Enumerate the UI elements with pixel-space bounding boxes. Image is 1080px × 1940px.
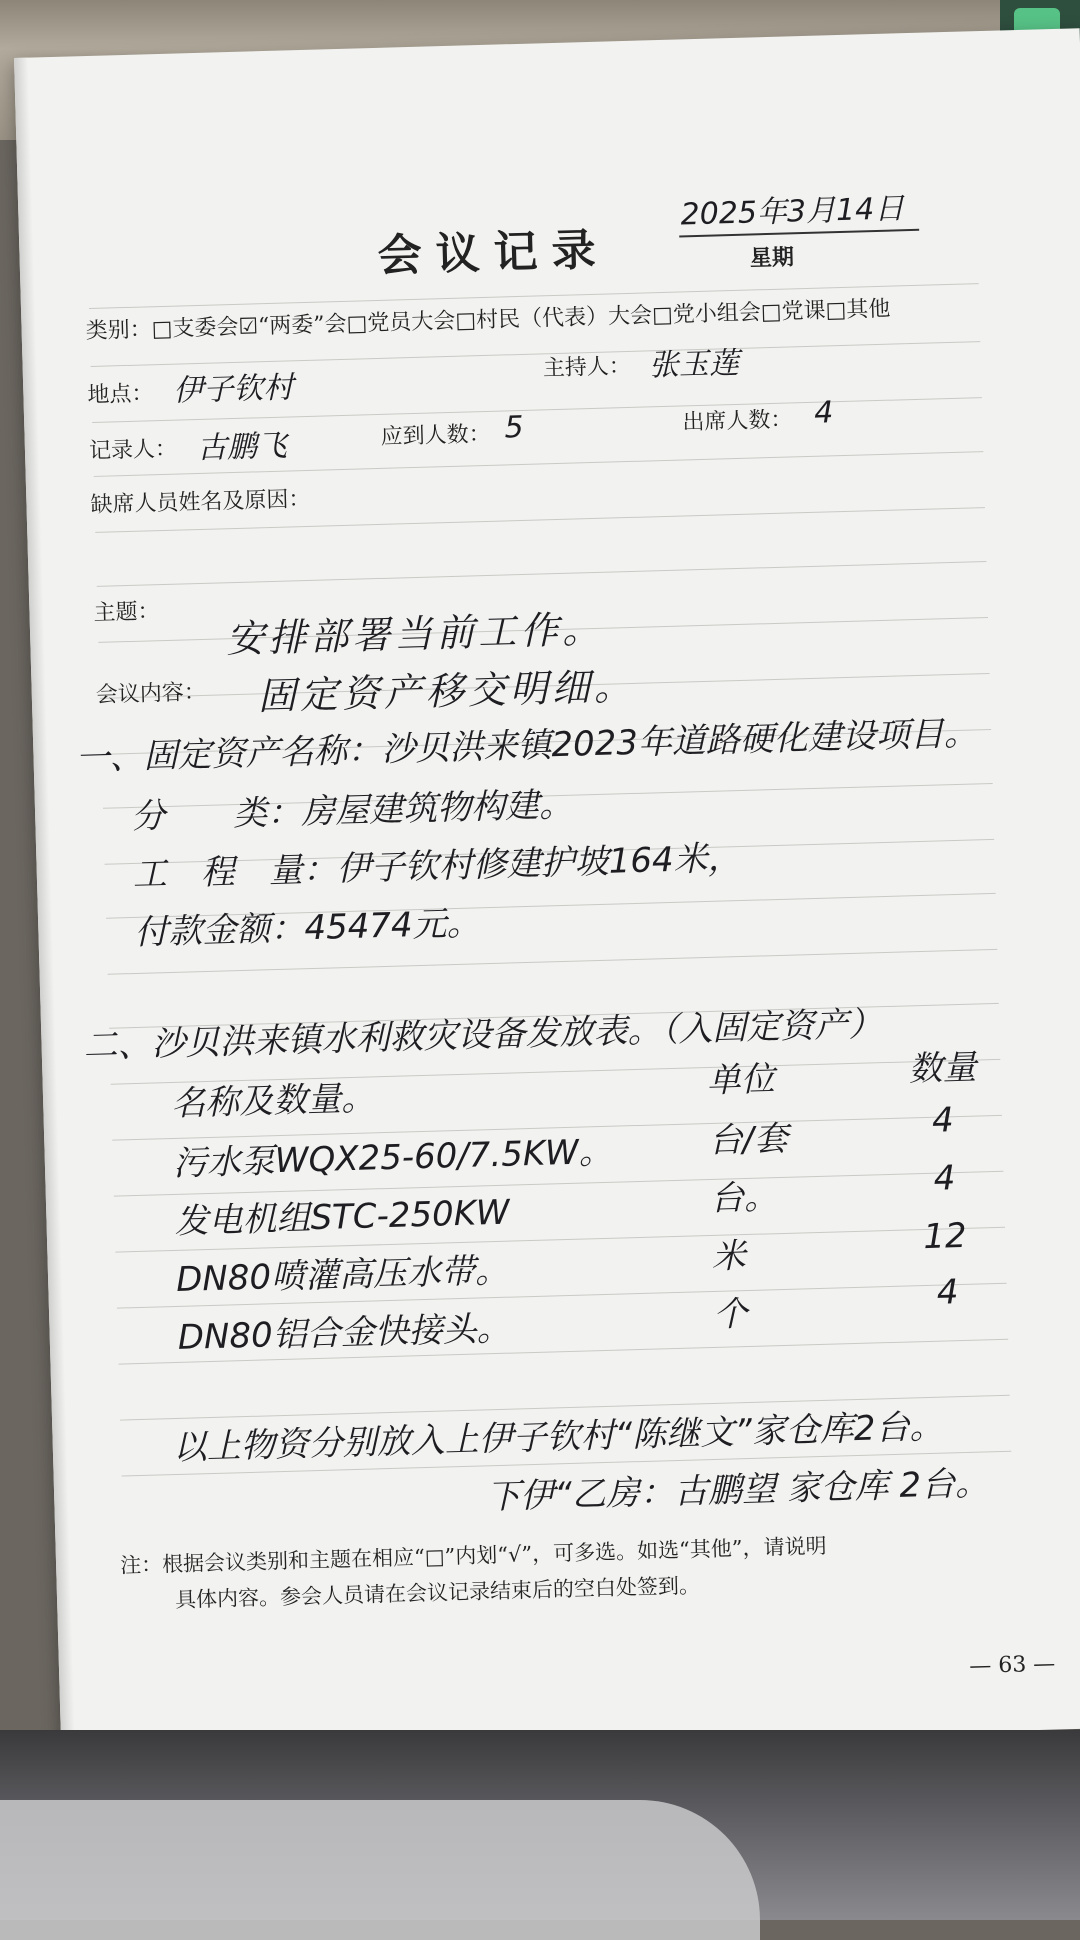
fabric-fold bbox=[0, 1800, 760, 1940]
item1-line2: 分 类：房屋建筑物构建。 bbox=[130, 784, 574, 838]
page-spine bbox=[14, 58, 75, 1758]
equipment-unit: 台。 bbox=[709, 1177, 779, 1219]
content-value: 固定资产移交明细。 bbox=[257, 663, 637, 719]
footnote-line-1: 注：根据会议类别和主题在相应“□”内划“√”，可多选。如选“其他”，请说明 bbox=[119, 1533, 827, 1578]
item1-line3: 工 程 量：伊子钦村修建护坡164米， bbox=[132, 838, 743, 895]
expected-value: 5 bbox=[504, 409, 525, 446]
page-title: 会议记录 bbox=[376, 224, 611, 282]
fabric-background bbox=[0, 1730, 1080, 1920]
recorder-label: 记录人： bbox=[88, 436, 178, 465]
ruled-line bbox=[97, 561, 987, 587]
notebook-page bbox=[14, 28, 1080, 1757]
equipment-unit: 个 bbox=[712, 1294, 748, 1335]
footnote-line-2: 具体内容。参会人员请在会议记录结束后的空白处签到。 bbox=[174, 1573, 701, 1613]
equipment-qty: 4 bbox=[933, 1158, 956, 1199]
category-line: 类别：□支委会☑“两委”会□党员大会□村民（代表）大会□党小组会□党课□其他 bbox=[85, 296, 891, 345]
item2-col-name: 名称及数量。 bbox=[170, 1078, 376, 1125]
item2-col-qty: 数量 bbox=[908, 1047, 978, 1090]
equipment-qty: 12 bbox=[922, 1215, 968, 1258]
location-value: 伊子钦村 bbox=[172, 370, 294, 409]
weekday-label: 星期 bbox=[749, 244, 795, 272]
item2-heading: 二、沙贝洪来镇水利救灾设备发放表。（入固定资产） bbox=[83, 1004, 883, 1067]
item1-line4: 付款金额：45474元。 bbox=[133, 903, 482, 953]
meeting-date: 2025年3月14日 bbox=[680, 191, 905, 233]
attended-value: 4 bbox=[813, 395, 834, 431]
ruled-line bbox=[91, 341, 981, 367]
equipment-name: DN80铝合金快接头。 bbox=[177, 1308, 512, 1358]
expected-label: 应到人数： bbox=[380, 421, 492, 450]
topic-label: 主题： bbox=[93, 599, 160, 626]
host-value: 张玉莲 bbox=[648, 345, 740, 384]
equipment-unit: 米 bbox=[711, 1236, 747, 1277]
equipment-name: 发电机组STC-250KW bbox=[174, 1192, 511, 1242]
attended-label: 出席人数： bbox=[682, 407, 793, 436]
host-label: 主持人： bbox=[542, 353, 632, 382]
ruled-line bbox=[108, 949, 998, 975]
absent-label: 缺席人员姓名及原因： bbox=[90, 486, 311, 519]
equipment-name: 污水泵WQX25-60/7.5KW。 bbox=[172, 1131, 614, 1184]
recorder-value: 古鹏飞 bbox=[196, 428, 288, 467]
page-number: — 63 — bbox=[968, 1651, 1056, 1679]
equipment-qty: 4 bbox=[931, 1100, 955, 1141]
location-label: 地点： bbox=[87, 381, 154, 409]
item1-line1: 一、固定资产名称：沙贝洪来镇2023年道路硬化建设项目。 bbox=[75, 713, 979, 779]
closing-line-1: 以上物资分别放入上伊子钦村“陈继文”家仓库2台。 bbox=[172, 1406, 944, 1469]
equipment-name: DN80喷灌高压水带。 bbox=[175, 1250, 510, 1300]
topic-value: 安排部署当前工作。 bbox=[225, 606, 605, 662]
equipment-unit: 台/套 bbox=[707, 1118, 789, 1162]
content-label: 会议内容： bbox=[95, 679, 207, 708]
equipment-qty: 4 bbox=[936, 1272, 960, 1313]
closing-line-2: 下伊“乙房：古鹏望 家仓库 2台。 bbox=[485, 1463, 990, 1518]
item2-col-unit: 单位 bbox=[706, 1059, 776, 1102]
